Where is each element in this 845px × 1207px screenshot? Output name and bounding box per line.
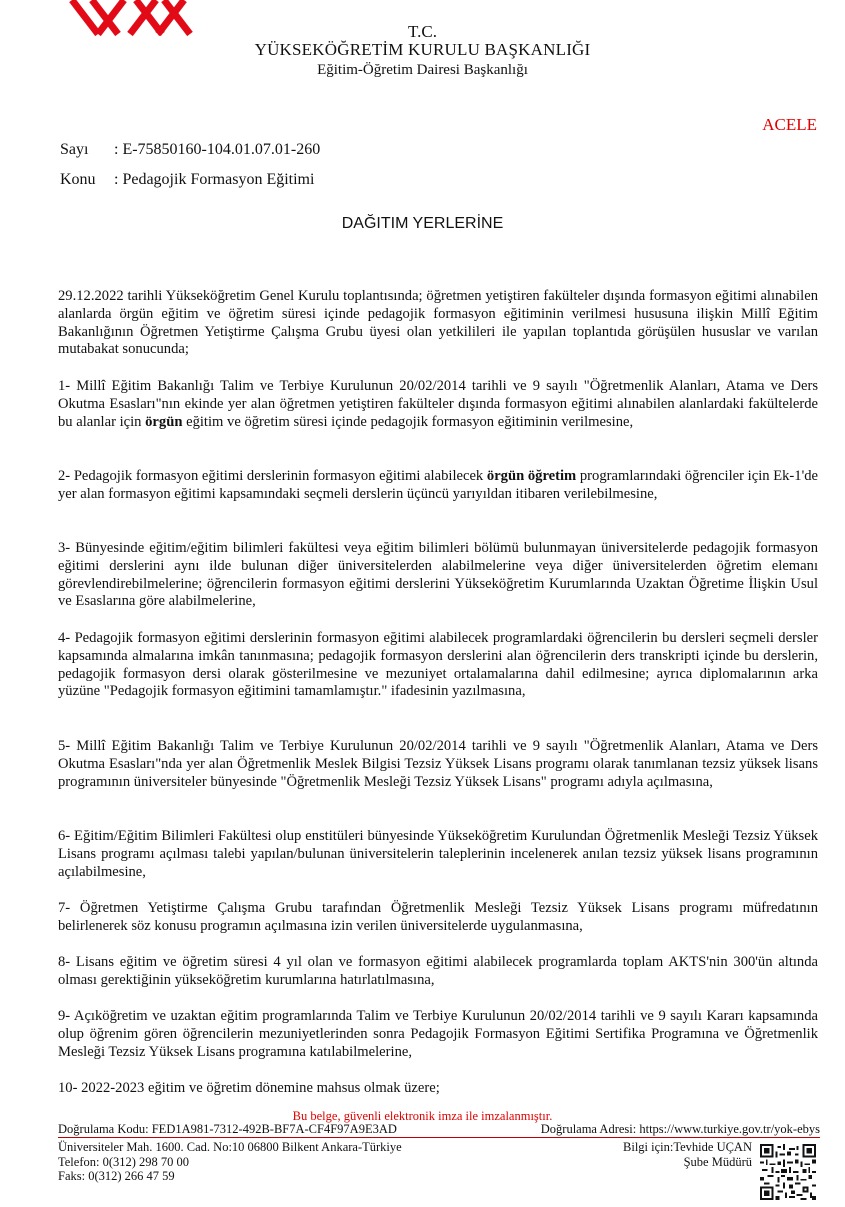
item-8: 8- Lisans eğitim ve öğretim süresi 4 yıl olan ve formasyon eğitimi alabilecek programlarda toplam AKTS'nin 300'ün altında olması gerektiğinin yükseköğretim kurumlarına hatırlatılmasına, bbox=[58, 954, 818, 988]
address: Üniversiteler Mah. 1600. Cad. No:10 06800 Bilkent Ankara-Türkiye bbox=[58, 1140, 402, 1154]
header-institution: YÜKSEKÖĞRETİM KURULU BAŞKANLIĞI bbox=[254, 40, 591, 59]
item-2 bbox=[58, 468, 818, 504]
item-1-text-b: eğitim ve öğretim süresi içinde pedagojik formasyon eğitiminin verilmesine, bbox=[182, 413, 634, 430]
contact-person: Bilgi için:Tevhide UÇAN bbox=[623, 1140, 752, 1154]
item-1 bbox=[58, 378, 818, 431]
header-department: Eğitim-Öğretim Dairesi Başkanlığı bbox=[317, 62, 528, 78]
item-7: 7- Öğretmen Yetiştirme Çalışma Grubu tarafından Öğretmenlik Mesleği Tezsiz Yüksek Lisans programı müfredatının belirlenerek söz konusu programın açılmasına izin verilen üniversitelerde uygulanmasına, bbox=[58, 900, 818, 934]
verification-code: Doğrulama Kodu: FED1A981-7312-492B-BF7A-CF4F97A9E3AD bbox=[58, 1122, 397, 1136]
sayi-label: Sayı bbox=[60, 141, 89, 158]
addressee: DAĞITIM YERLERİNE bbox=[341, 215, 504, 232]
item-1-bold: örgün bbox=[145, 413, 183, 430]
document-number-row bbox=[60, 141, 320, 159]
footer-divider bbox=[58, 1137, 820, 1138]
item-1-text-a: 1- Millî Eğitim Bakanlığı Talim ve Terbiye Kurulunun 20/02/2014 tarihli ve 9 sayılı "Öğretmenlik Alanları, Atama ve Ders Okutma Esasları"nın ekinde yer alan öğretmen yetiştiren fakülteler dışında formasyon eğitimi alınabilen alanlardaki fakültelerde bu alanlar için bbox=[58, 378, 818, 430]
item-9: 9- Açıköğretim ve uzaktan eğitim programlarında Talim ve Terbiye Kurulunun 20/02/2014 tarihli ve 9 sayılı Kararı kapsamında olup öğrenim gören öğrencilerin mezuniyetlerinden sonra Pedagojik Formasyon Eğitimi Sertifika Programına ve Öğretmenlik Mesleği Tezsiz Yüksek Lisans programına katılabilmelerine, bbox=[58, 1008, 818, 1060]
item-2-bold: örgün öğretim bbox=[486, 468, 577, 484]
subject-row bbox=[60, 171, 314, 189]
item-6: 6- Eğitim/Eğitim Bilimleri Fakültesi olup enstitüleri bünyesinde Yükseköğretim Kurulundan Öğretmenlik Mesleği Tezsiz Yüksek Lisans programı açılması talebi yapılan/bulunan üniversitelerin taleplerinin incelenerek anılan tezsiz yüksek lisans programının açılabilmesine, bbox=[58, 828, 818, 880]
item-3: 3- Bünyesinde eğitim/eğitim bilimleri fakültesi veya eğitim bilimleri bölümü bulunmayan üniversitelerde pedagojik formasyon eğitimi derslerini aynı ilde bulunan diğer üniversitelerden alabilmelerine veya diğer üniversitelerden öğretim elemanı görevlendirebilmelerine; öğrencilerin formasyon eğitimi derslerini Yükseköğretim Kurumlarında Uzaktan Öğretime İlişkin Usul ve Esaslarına göre alabilmelerine, bbox=[58, 540, 818, 610]
verification-address[interactable]: Doğrulama Adresi: https://www.turkiye.gov.tr/yok-ebys bbox=[540, 1122, 820, 1136]
contact-title: Şube Müdürü bbox=[683, 1155, 752, 1169]
qr-code-icon bbox=[760, 1143, 816, 1201]
priority-label: ACELE bbox=[762, 115, 817, 134]
intro-paragraph: 29.12.2022 tarihli Yükseköğretim Genel Kurulu toplantısında; öğretmen yetiştiren fakülteler dışında formasyon eğitimi alınabilen alanlarda örgün eğitim ve öğretim süresi içinde pedagojik formasyon eğitiminin verilmesi hususuna ilişkin Millî Eğitim Bakanlığının Öğretmen Yetiştirme Çalışma Grubu üyesi olan yetkilileri ile yapılan toplantıda görüşülen hususlar ve varılan mutabakat sonucunda; bbox=[58, 288, 818, 358]
item-10: 10- 2022-2023 eğitim ve öğretim dönemine mahsus olmak üzere; bbox=[58, 1080, 440, 1096]
konu-label: Konu bbox=[60, 171, 96, 188]
header-country: T.C. bbox=[408, 22, 437, 41]
fax: Faks: 0(312) 266 47 59 bbox=[58, 1169, 175, 1183]
phone: Telefon: 0(312) 298 70 00 bbox=[58, 1155, 190, 1169]
item-4: 4- Pedagojik formasyon eğitimi derslerinin formasyon eğitimi alabilecek programlardaki öğrencilerin bu dersleri seçmeli dersler kapsamında almalarına imkân tanınmasına; pedagojik formasyon derslerini alan öğrencilerin ders transkripti içinde bu derslerin, pedagojik formasyon dersi olarak gösterilmesine ve mezuniyet ortalamalarına dahil edilmesine; ayrıca diplomalarının arka yüzüne "Pedagojik formasyon eğitimini tamamlamıştır." ifadesinin yazılmasına, bbox=[58, 630, 818, 700]
item-5: 5- Millî Eğitim Bakanlığı Talim ve Terbiye Kurulunun 20/02/2014 tarihli ve 9 sayılı "Öğretmenlik Alanları, Atama ve Ders Okutma Esasları"nda yer alan Öğretmenlik Meslek Bilgisi Tezsiz Yüksek Lisans programı olarak tanımlanan tezsiz yüksek lisans programının üniversiteler bünyesinde "Öğretmenlik Mesleği Tezsiz Yüksek Lisans" programı adıyla açılmasına, bbox=[58, 738, 818, 790]
item-2-text-b: programlarındaki öğrenciler için Ek-1'de yer alan formasyon eğitimi kapsamındaki seçmeli derslerin üçüncü yarıyıldan itibaren verilebilmesine, bbox=[58, 468, 818, 502]
sayi-value: : E-75850160-104.01.07.01-260 bbox=[114, 141, 321, 158]
konu-value: : Pedagojik Formasyon Eğitimi bbox=[114, 171, 315, 188]
esign-notice: Bu belge, güvenli elektronik imza ile imzalanmıştır. bbox=[292, 1109, 553, 1123]
item-2-text-a: 2- Pedagojik formasyon eğitimi derslerinin formasyon eğitimi alabilecek bbox=[58, 468, 487, 484]
